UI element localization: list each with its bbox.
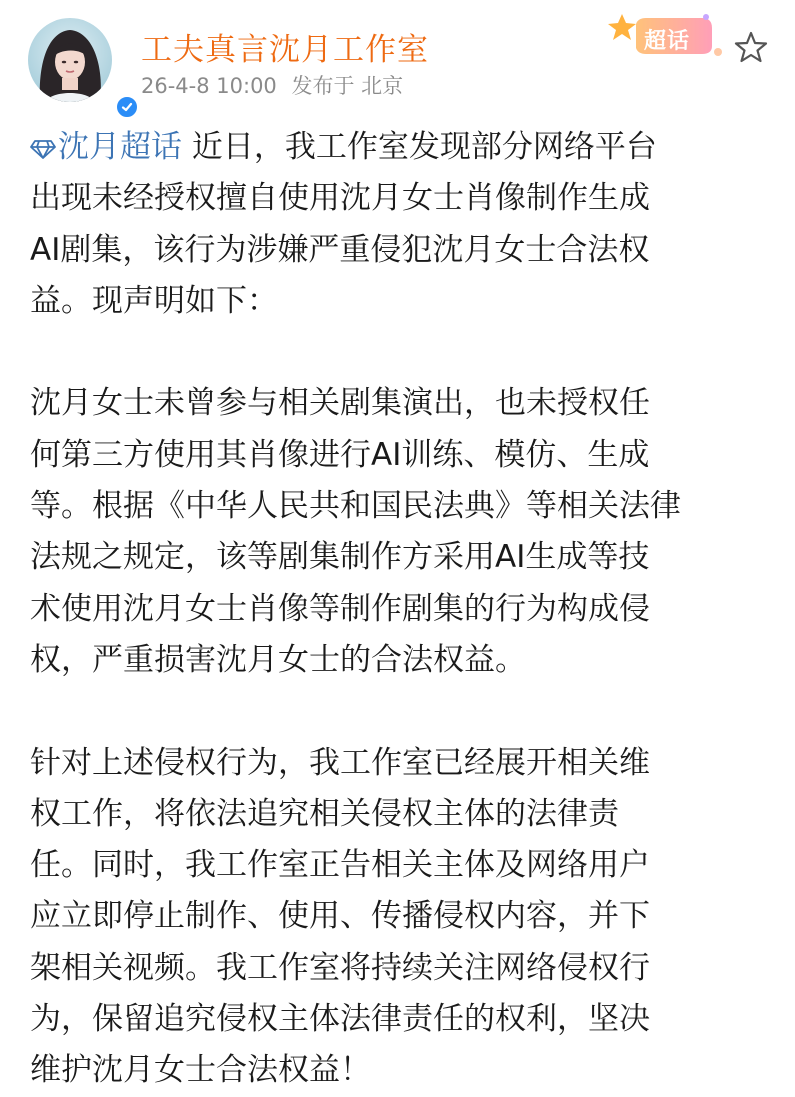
post-meta bbox=[141, 70, 411, 100]
text-line: 等。根据《中华人民共和国民法典》等相关法律 bbox=[30, 488, 681, 525]
text-line: 沈月女士未曾参与相关剧集演出，也未授权任 bbox=[30, 385, 650, 422]
topic-tag[interactable]: 沈月超话 bbox=[58, 129, 182, 165]
text-line: 维护沈月女士合法权益！ bbox=[30, 1052, 371, 1089]
post-time: 26-4-8 10:00 bbox=[141, 74, 277, 98]
text-line: 应立即停止制作、使用、传播侵权内容，并下 bbox=[30, 898, 650, 935]
super-topic-badge-label: 超话 bbox=[644, 29, 691, 54]
post-header bbox=[0, 0, 795, 115]
text-line: 益。现声明如下： bbox=[30, 282, 278, 319]
super-topic-badge[interactable] bbox=[606, 10, 724, 62]
text-line: 权，严重损害沈月女士的合法权益。 bbox=[30, 641, 526, 678]
avatar-image bbox=[28, 18, 112, 102]
text-line: 权工作，将依法追究相关侵权主体的法律责 bbox=[30, 795, 619, 832]
post-content bbox=[30, 122, 770, 1097]
diamond-icon bbox=[30, 138, 56, 160]
text-line: 针对上述侵权行为，我工作室已经展开相关维 bbox=[30, 744, 650, 781]
star-icon[interactable] bbox=[734, 30, 768, 64]
text-line bbox=[30, 122, 770, 173]
verified-icon bbox=[114, 94, 140, 120]
avatar[interactable] bbox=[28, 18, 112, 102]
topic-link[interactable] bbox=[30, 129, 182, 165]
paragraph-gap bbox=[30, 327, 770, 378]
text-line: 出现未经授权擅自使用沈月女士肖像制作生成 bbox=[30, 180, 650, 217]
text-line: 何第三方使用其肖像进行AI训练、模仿、生成 bbox=[30, 436, 650, 473]
author-name[interactable]: 工夫真言沈月工作室 bbox=[141, 32, 429, 68]
text-line: 任。同时，我工作室正告相关主体及网络用户 bbox=[30, 847, 650, 884]
paragraph-gap bbox=[30, 686, 770, 737]
text-line: 为，保留追究侵权主体法律责任的权利，坚决 bbox=[30, 1001, 650, 1038]
text-line-content: 近日，我工作室发现部分网络平台 bbox=[182, 129, 657, 165]
text-line: AI剧集，该行为涉嫌严重侵犯沈月女士合法权 bbox=[30, 231, 650, 268]
text-line: 架相关视频。我工作室将持续关注网络侵权行 bbox=[30, 949, 650, 986]
post-location: 发布于 北京 bbox=[291, 74, 404, 98]
text-line: 术使用沈月女士肖像等制作剧集的行为构成侵 bbox=[30, 590, 650, 627]
text-line: 法规之规定，该等剧集制作方采用AI生成等技 bbox=[30, 539, 650, 576]
